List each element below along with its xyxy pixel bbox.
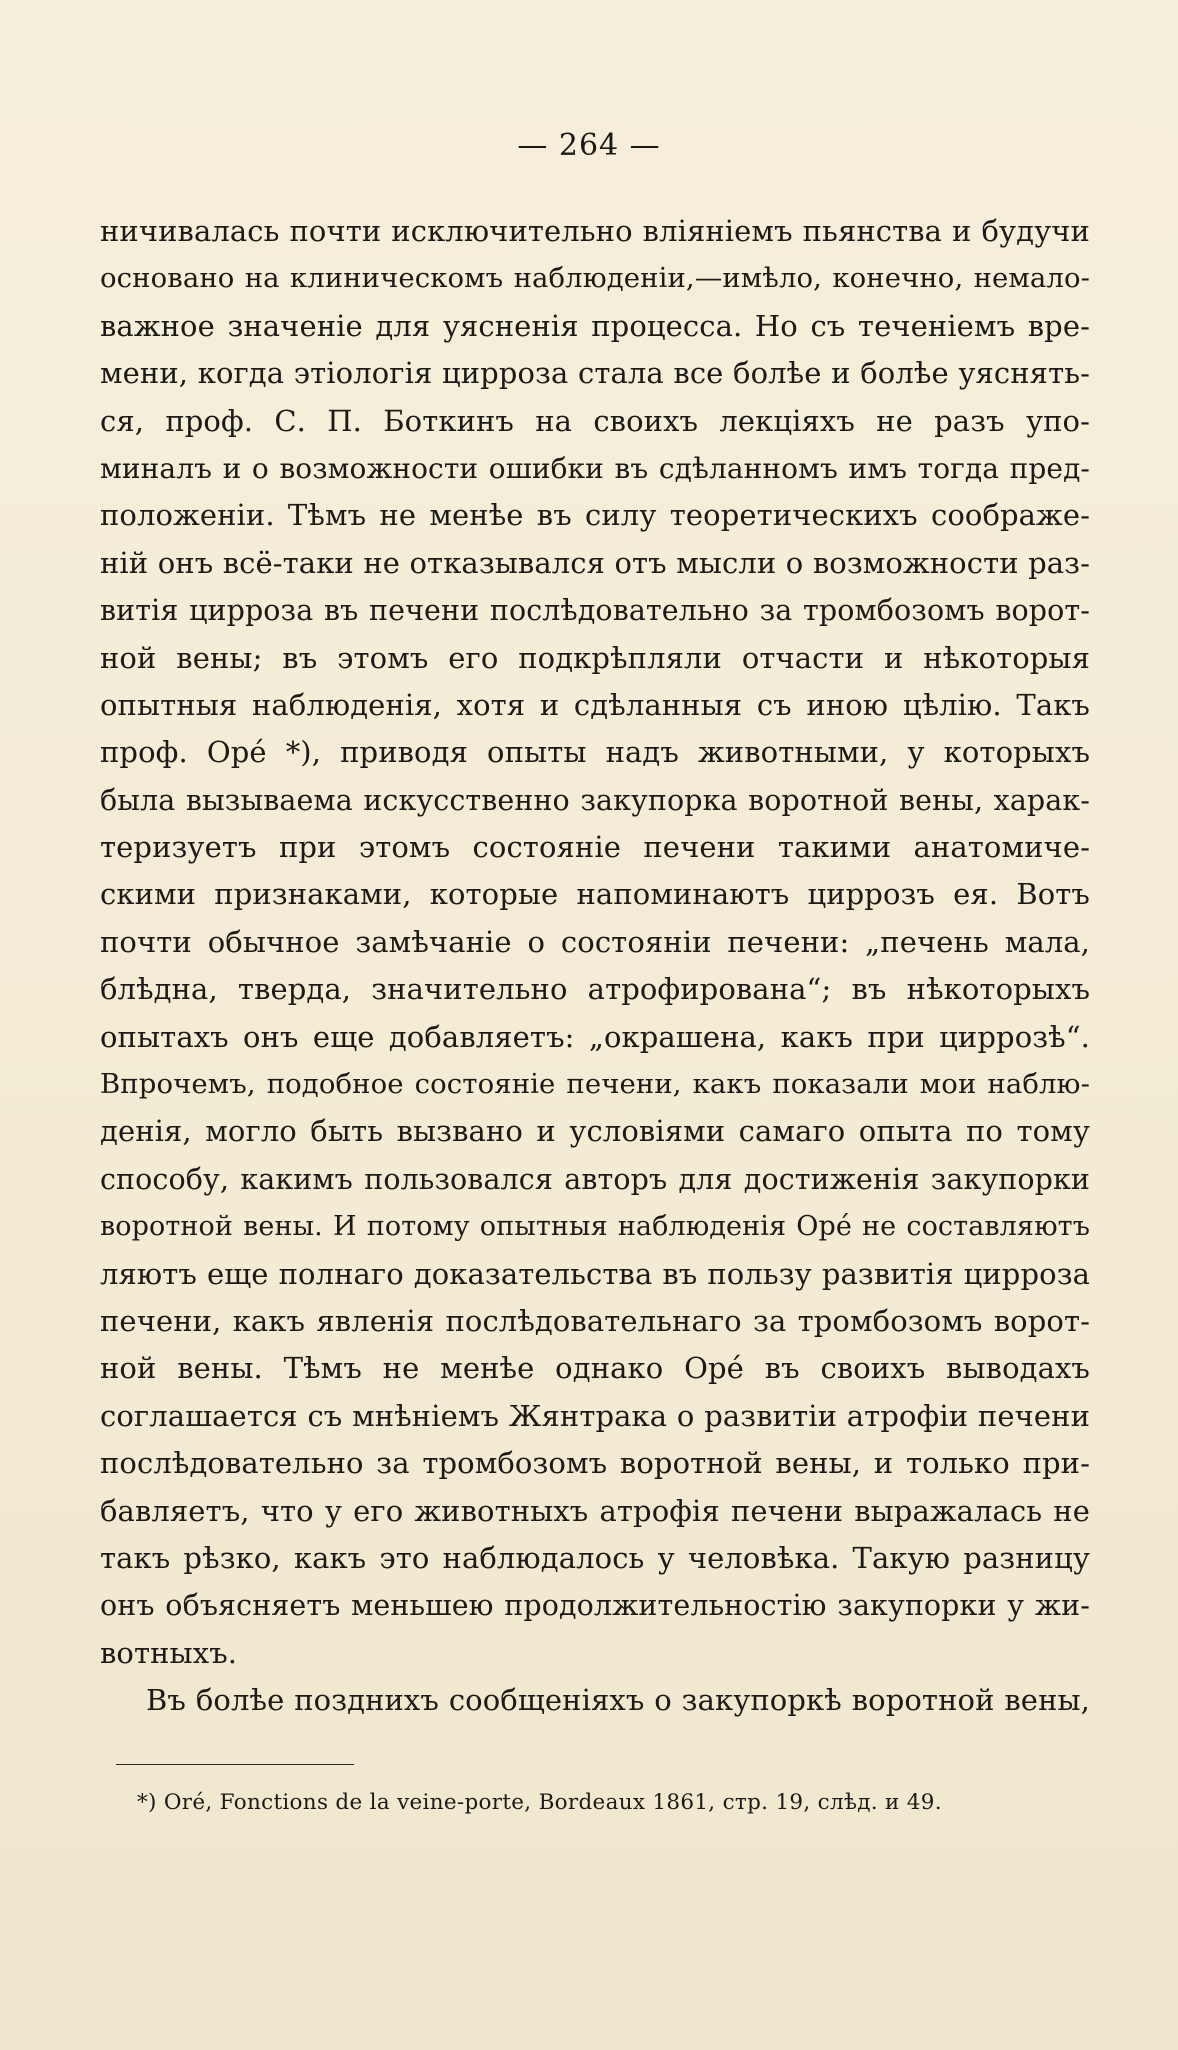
text-line: бавляетъ, что у его животныхъ атрофія печени выражалась не [100,1493,1090,1528]
text-line: соглашается съ мнѣніемъ Жянтрака о развитіи атрофіи печени [100,1398,1090,1433]
text-line: важное значеніе для уясненія процесса. Но съ теченіемъ вре- [100,308,1090,343]
text-line: теризуетъ при этомъ состояніе печени такими анатомиче- [100,830,1090,865]
main-text-block [100,208,1090,1725]
text-line: миналъ и о возможности ошибки въ сдѣланномъ имъ тогда пред- [100,451,1090,485]
text-line: Впрочемъ, подобное состояніе печени, какъ показали мои наблю- [100,1068,1090,1101]
text-line: денія, могло быть вызвано и условіями самаго опыта по тому [100,1114,1090,1149]
text-line: основано на клиническомъ наблюденіи,—имѣло, конечно, немало- [100,262,1090,295]
text-line: мени, когда этіологія цирроза стала все болѣе и болѣе уяснять- [100,356,1090,391]
text-line: воротной вены. И потому опытныя наблюденія Оре́ не составляютъ [100,1211,1090,1243]
text-line: положеніи. Тѣмъ не менѣе въ силу теоретическихъ соображе- [100,498,1090,533]
text-line: онъ объясняетъ меньшею продолжительностію закупорки у жи- [100,1589,1090,1623]
paragraph-first-line: Въ болѣе позднихъ сообщеніяхъ о закупоркѣ воротной вены, [146,1683,1090,1718]
text-line: ной вены. Тѣмъ не менѣе однако Оре́ въ своихъ выводахъ [100,1351,1090,1386]
text-line: ся, проф. С. П. Боткинъ на своихъ лекціяхъ не разъ упо- [100,403,1090,438]
text-line: печени, какъ явленія послѣдовательнаго за тромбозомъ ворот- [100,1303,1090,1338]
text-line: блѣдна, тверда, значительно атрофирована“; въ нѣкоторыхъ [100,972,1090,1007]
text-line: ной вены; въ этомъ его подкрѣпляли отчасти и нѣкоторыя [100,640,1090,675]
text-line: опытахъ онъ еще добавляетъ: „окрашена, какъ при циррозѣ“. [100,1019,1090,1054]
text-line: скими признаками, которые напоминаютъ циррозъ ея. Вотъ [100,877,1090,912]
text-line: была вызываема искусственно закупорка воротной вены, харак- [100,783,1090,817]
text-line: ній онъ всё-таки не отказывался отъ мысли о возможности раз- [100,545,1090,580]
text-line: витія цирроза въ печени послѣдовательно за тромбозомъ ворот- [100,594,1090,628]
text-line: ляютъ еще полнаго доказательства въ пользу развитія цирроза [100,1256,1090,1291]
footnote-divider [116,1764,354,1765]
text-line: ничивалась почти исключительно вліяніемъ пьянства и будучи [100,214,1090,248]
page-number: — 264 — [517,128,661,163]
text-line: проф. Оре́ *), приводя опыты надъ животными, у которыхъ [100,735,1090,770]
text-line: послѣдовательно за тромбозомъ воротной вены, и только при- [100,1446,1090,1481]
text-line: опытныя наблюденія, хотя и сдѣланныя съ иною цѣлію. Такъ [100,687,1090,722]
text-line: почти обычное замѣчаніе о состояніи печени: „печень мала, [100,924,1090,959]
footnote: *) Oré, Fonctions de la veine-porte, Bordeaux 1861, стр. 19, слѣд. и 49. [137,1790,942,1815]
text-line: такъ рѣзко, какъ это наблюдалось у человѣка. Такую разницу [100,1540,1090,1575]
text-line: способу, какимъ пользовался авторъ для достиженія закупорки [100,1162,1090,1196]
text-line: вотныхъ. [100,1635,238,1670]
